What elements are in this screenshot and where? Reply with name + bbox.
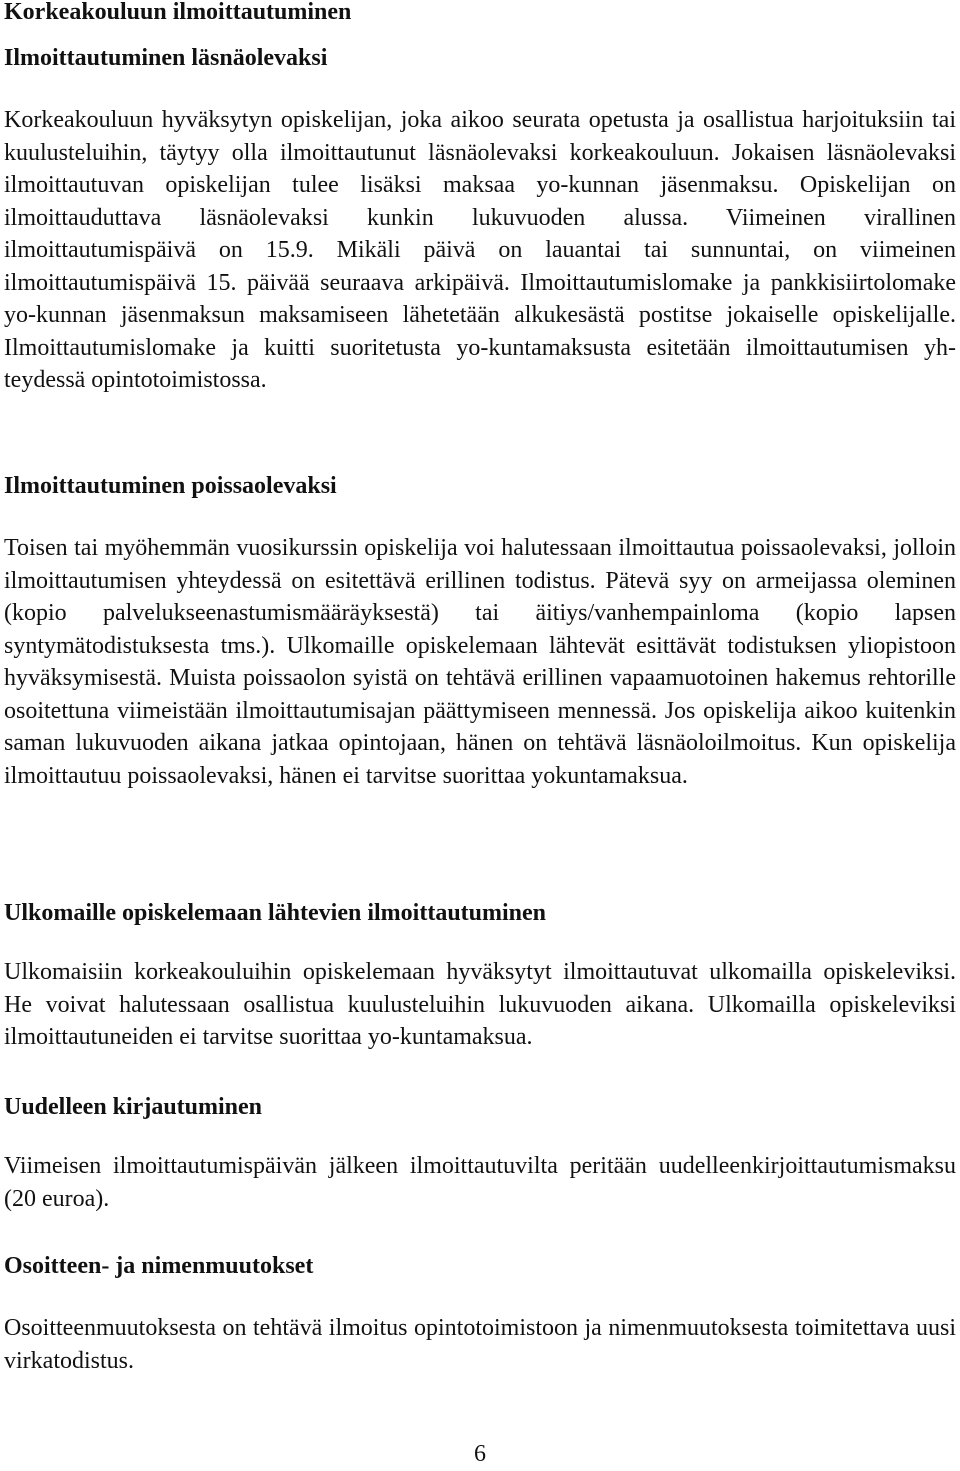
page-title: Korkeakouluun ilmoittautuminen — [4, 0, 352, 25]
section-body-uudelleen-kirjautuminen: Viimeisen ilmoittautumispäivän jälkeen ilmoittautuvilta peritään uudelleenkirjoittautumismaksu (20 euroa). — [4, 1153, 956, 1212]
section-body-lasnaolevaksi: Korkeakouluun hyväksytyn opiskelijan, joka aikoo seurata opetusta ja osallistua harjoituksiin tai kuulusteluihin, täytyy olla ilmoittautunut läsnäolevaksi korkeakouluun. Jokaisen läsnäolevaksi ilmoittautuvan opiskelijan tulee lisäksi maksaa yo-kunnan jäsenmaksu. Opiskelijan on ilmoittauduttava läsnäolevaksi kunkin lukuvuoden alussa. Viimeinen virallinen ilmoittautumispäivä on 15.9. Mikäli päivä on lauantai tai sunnuntai, on viimeinen ilmoittautumispäivä 15. päivää seuraava arkipäivä. Ilmoittautumislomake ja pankkisiirtolomake yo-kunnan jäsenmaksun maksamiseen lähetetään alkukesästä postitse jokaiselle opiskelijalle. Ilmoittautumislomake ja kuitti suoritetusta yo-kuntamaksusta esitetään ilmoittautumisen yhteydessä opintotoimistossa. — [4, 107, 956, 393]
section-body-ulkomaille: Ulkomaisiin korkeakouluihin opiskelemaan hyväksytyt ilmoittautuvat ulkomailla opiskeleviksi. He voivat halutessaan osallistua kuulusteluihin lukuvuoden aikana. Ulkomailla opiskeleviksi ilmoittautuneiden ei tarvitse suorittaa yo-kuntamaksua. — [4, 959, 956, 1050]
section-heading-ulkomaille: Ulkomaille opiskelemaan lähtevien ilmoittautuminen — [4, 900, 547, 926]
section-heading-uudelleen-kirjautuminen: Uudelleen kirjautuminen — [4, 1094, 263, 1120]
section-heading-lasnaolevaksi: Ilmoittautuminen läsnäolevaksi — [4, 45, 328, 71]
page-number: 6 — [474, 1441, 486, 1467]
section-heading-poissaolevaksi: Ilmoittautuminen poissaolevaksi — [4, 473, 337, 499]
section-body-poissaolevaksi: Toisen tai myöhemmän vuosikurssin opiskelija voi halutessaan ilmoittautua poissaolevaksi, jolloin ilmoittautumisen yhteydessä on esitettävä erillinen todistus. Pätevä syy on armeijassa oleminen (kopio palvelukseenastumismääräyksestä) tai äitiys/vanhempainloma (kopio lapsen syntymätodistuksesta tms.). Ulkomaille opiskelemaan lähtevät esittävät todistuksen yliopistoon hyväksymisestä. Muista poissaolon syistä on tehtävä erillinen vapaamuotoinen hakemus rehtorille osoitettuna viimeistään ilmoittautumisajan päättymiseen mennessä. Jos opiskelija aikoo kuitenkin saman lukuvuoden aikana jatkaa opintojaan, hänen on tehtävä läsnäoloilmoitus. Kun opiskelija ilmoittautuu poissaolevaksi, hänen ei tarvitse suorittaa yokuntamaksua. — [4, 535, 956, 789]
section-body-osoitteenmuutokset: Osoitteenmuutoksesta on tehtävä ilmoitus opintotoimistoon ja nimenmuutoksesta toimitettava uusi virkatodistus. — [4, 1315, 956, 1374]
section-heading-osoitteenmuutokset: Osoitteen- ja nimenmuutokset — [4, 1253, 314, 1279]
